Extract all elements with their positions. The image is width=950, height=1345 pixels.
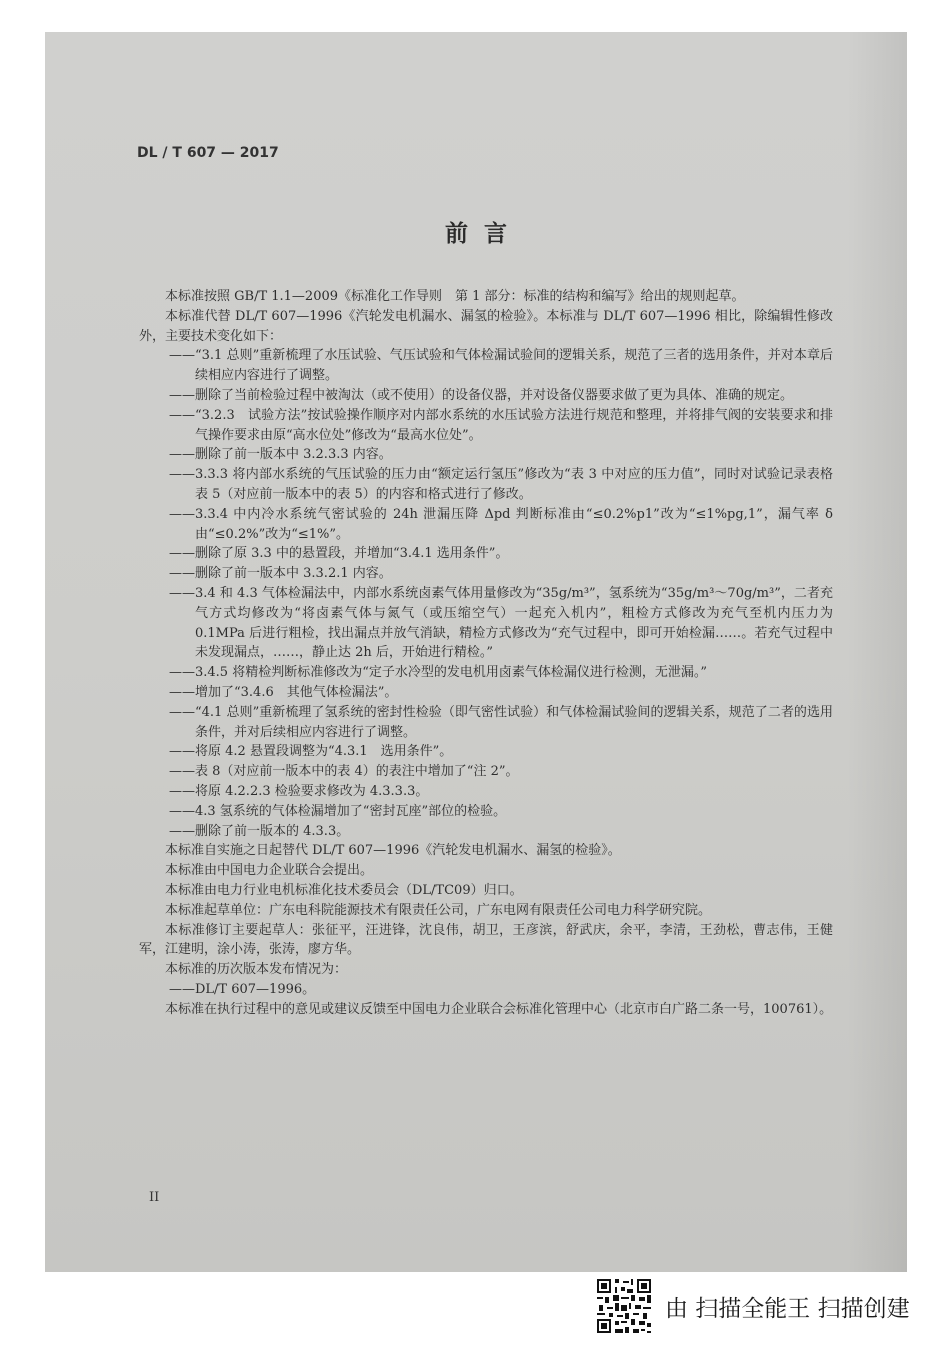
change-item: ——“3.1 总则”重新梳理了水压试验、气压试验和气体检漏试验间的逻辑关系，规范了三者的选用条件，并对本章后续相应内容进行了调整。	[169, 348, 833, 384]
foreword-paragraph: 本标准在执行过程中的意见或建议反馈至中国电力企业联合会标准化管理中心（北京市白广路二条一号，100761）。	[165, 1001, 833, 1017]
foreword-paragraph: 本标准代替 DL/T 607—1996《汽轮发电机漏水、漏氢的检验》。本标准与 DL/T 607—1996 相比，除编辑性修改外，主要技术变化如下：	[139, 308, 833, 344]
change-item: ——3.4.5 将精检判断标准修改为“定子水冷型的发电机用卤素气体检漏仪进行检测，无泄漏。”	[169, 665, 708, 681]
foreword-paragraph: 本标准自实施之日起替代 DL/T 607—1996《汽轮发电机漏水、漏氢的检验》。	[165, 843, 621, 859]
change-item: ——4.3 氢系统的气体检漏增加了“密封瓦座”部位的检验。	[169, 803, 507, 819]
change-item: ——删除了前一版本中 3.3.2.1 内容。	[169, 566, 392, 582]
page-title: 前 言	[444, 220, 507, 247]
foreword-paragraph: 本标准的历次版本发布情况为：	[165, 962, 348, 978]
foreword-paragraph: 本标准由中国电力企业联合会提出。	[165, 863, 374, 879]
foreword-paragraph: 本标准修订主要起草人：张征平，汪进锋，沈良伟，胡卫，王彦滨，舒武庆，余平，李清，王劲松，曹志伟，王健军，江建明，涂小涛，张涛，廖方华。	[139, 922, 833, 958]
change-item: ——删除了前一版本中 3.2.3.3 内容。	[169, 447, 392, 463]
scanner-watermark	[595, 1275, 910, 1337]
page-number: II	[149, 1190, 160, 1205]
change-item: ——3.3.3 将内部水系统的气压试验的压力由“额定运行氢压”修改为“表 3 中对应的压力值”，同时对试验记录表格表 5（对应前一版本中的表 5）的内容和格式进行了修改。	[169, 467, 833, 502]
change-item: ——表 8（对应前一版本中的表 4）的表注中增加了“注 2”。	[169, 764, 519, 780]
change-item: ——3.3.4 中内冷水系统气密试验的 24h 泄漏压降 Δpd 判断标准由“≤0.2%p1”改为“≤1%pg,1”，漏气率 δ 由“≤0.2%”改为“≤1%”。	[169, 506, 833, 542]
watermark-text: 由 扫描全能王 扫描创建	[665, 1295, 910, 1322]
scanned-page	[45, 32, 907, 1272]
foreword-paragraph: 本标准按照 GB/T 1.1—2009《标准化工作导则 第 1 部分：标准的结构和编写》给出的规则起草。	[165, 289, 745, 304]
foreword-body	[139, 287, 833, 1019]
change-item: ——删除了当前检验过程中被淘汰（或不使用）的设备仪器，并对设备仪器要求做了更为具体、准确的规定。	[169, 387, 794, 403]
foreword-paragraph: 本标准起草单位：广东电科院能源技术有限责任公司，广东电网有限责任公司电力科学研究院。	[165, 902, 712, 918]
change-item: ——“3.2.3 试验方法”按试验操作顺序对内部水系统的水压试验方法进行规范和整理，并将排气阀的安装要求和排气操作要求由原“高水位处”修改为“最高水位处”。	[169, 407, 833, 443]
change-item: ——将原 4.2 悬置段调整为“4.3.1 选用条件”。	[169, 744, 453, 760]
change-item: ——DL/T 607—1996。	[169, 981, 316, 997]
change-item: ——“4.1 总则”重新梳理了氢系统的密封性检验（即气密性试验）和气体检漏试验间的逻辑关系，规范了二者的选用条件，并对后续相应内容进行了调整。	[169, 704, 833, 740]
change-item: ——3.4 和 4.3 气体检漏法中，内部水系统卤素气体用量修改为“35g/m³”，氢系统为“35g/m³～70g/m³”，二者充气方式均修改为“将卤素气体与氮气（或压缩空气）一起充入机内”，粗检方式修改为充气至机内压力为 0.1MPa 后进行粗检，找出漏点并放气消缺，精检方式修改为“充气过程中，即可开始检漏……。若充气过程中未发现漏点，……，静止达 2h 后，开始进行精检。”	[169, 585, 833, 661]
change-item: ——将原 4.2.2.3 检验要求修改为 4.3.3.3。	[169, 783, 429, 799]
foreword-paragraph: 本标准由电力行业电机标准化技术委员会（DL/TC09）归口。	[165, 882, 523, 898]
change-item: ——删除了前一版本的 4.3.3。	[169, 823, 350, 839]
change-item: ——增加了“3.4.6 其他气体检漏法”。	[169, 684, 398, 700]
change-item: ——删除了原 3.3 中的悬置段，并增加“3.4.1 选用条件”。	[169, 546, 509, 562]
standard-code: DL / T 607 — 2017	[137, 145, 279, 161]
qr-code-icon	[595, 1277, 653, 1335]
